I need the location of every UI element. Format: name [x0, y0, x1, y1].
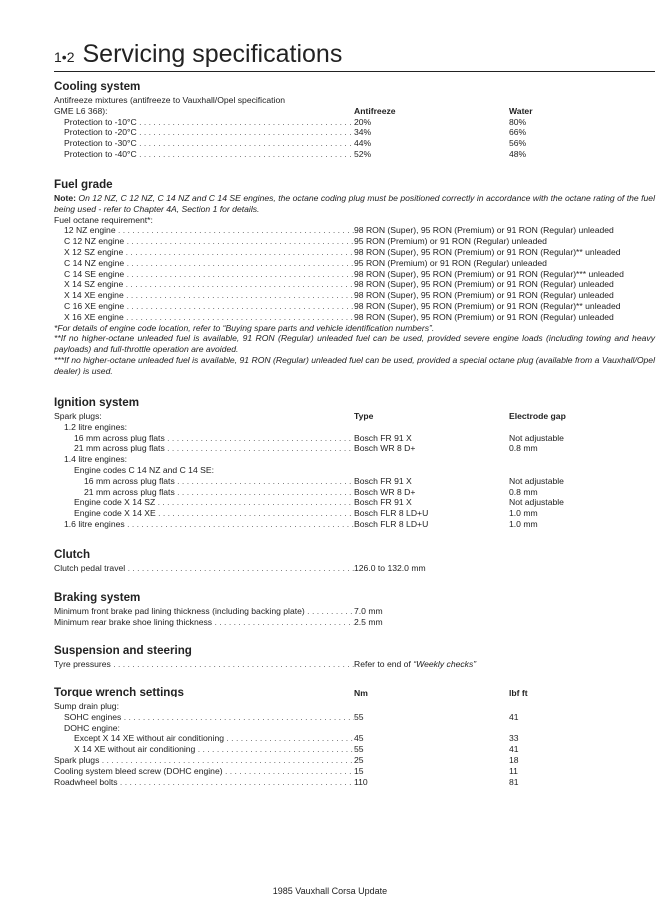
type-value: Bosch FR 91 X [354, 497, 412, 508]
section-title: Braking system [54, 591, 141, 604]
row-label: Protection to -10°C . . . [54, 117, 354, 128]
row-label: 1.6 litre engines . . . [54, 519, 354, 530]
fuel-requirement: Fuel octane requirement*: [54, 214, 153, 225]
nm-value: 45 [354, 733, 364, 744]
row-value: 126.0 to 132.0 mm [354, 563, 426, 573]
footnote: ***If no higher-octane unleaded fuel is available, 91 RON (Regular) unleaded fuel can be used, provided a special octane plug (available from a Vauxhall/Opel dealer) is used. [54, 354, 655, 376]
antifreeze-value: 34% [354, 127, 372, 138]
column-header-type: Type [354, 411, 374, 421]
row-label: 12 NZ engine . . . [54, 225, 354, 236]
table-row [54, 236, 655, 247]
fuel-section [54, 178, 655, 377]
section-title: Cooling system [54, 80, 141, 93]
lbf-value: 33 [509, 733, 519, 744]
table-row [54, 755, 655, 766]
value-reference: “Weekly checks” [413, 659, 477, 669]
group-label: 1.2 litre engines: [64, 421, 128, 432]
row-label: Engine code X 14 XE . . . [54, 508, 354, 519]
row-label: X 14 XE engine . . . [54, 290, 354, 301]
row-label: Protection to -30°C . . . [54, 138, 354, 149]
clutch-section [54, 548, 655, 574]
row-label: Minimum front brake pad lining thickness (including backing plate) . . . [54, 606, 354, 617]
gap-value: Not adjustable [509, 475, 564, 486]
page-footer: 1985 Vauxhall Corsa Update [272, 886, 388, 896]
lbf-value: 11 [509, 765, 518, 776]
group-label: Sump drain plug: [54, 701, 119, 711]
row-label: Protection to -40°C . . . [54, 149, 354, 160]
group-label: DOHC engine: [64, 722, 120, 733]
water-value: 66% [509, 127, 527, 138]
type-value: Bosch FR 91 X [354, 475, 412, 486]
section-title: Fuel grade [54, 178, 113, 191]
water-value: 48% [509, 148, 527, 159]
table-row [54, 744, 655, 755]
table-row [54, 225, 655, 236]
row-value: 95 RON (Premium) or 91 RON (Regular) unleaded [354, 257, 547, 268]
gap-value: 0.8 mm [509, 486, 538, 497]
column-header-water: Water [509, 105, 533, 116]
row-value [354, 659, 655, 670]
lbf-value: 41 [509, 711, 519, 722]
row-value: 7.0 mm [354, 606, 383, 616]
table-row [54, 149, 655, 160]
row-label: 16 mm across plug flats . . . [54, 433, 354, 444]
row-label: X 16 XE engine . . . [54, 312, 354, 323]
water-value: 56% [509, 138, 527, 149]
header-rule [54, 71, 655, 72]
table-row [54, 476, 655, 487]
table-row [54, 443, 655, 454]
row-label: Clutch pedal travel . . . [54, 563, 354, 574]
row-label: 16 mm across plug flats . . . [54, 476, 354, 487]
gap-value: Not adjustable [509, 432, 564, 443]
nm-value: 55 [354, 711, 364, 722]
antifreeze-value: 44% [354, 138, 372, 149]
table-row [54, 247, 655, 258]
gap-value: 1.0 mm [509, 518, 538, 529]
column-header-antifreeze: Antifreeze [354, 105, 396, 116]
section-title: Torque wrench settings [54, 686, 184, 697]
row-value: 98 RON (Super), 95 RON (Premium) or 91 RON (Regular) unleaded [354, 290, 614, 301]
nm-value: 15 [354, 765, 364, 776]
row-value: 95 RON (Premium) or 91 RON (Regular) unleaded [354, 236, 547, 247]
antifreeze-value: 52% [354, 148, 372, 159]
table-row [54, 733, 655, 744]
row-label: Except X 14 XE without air conditioning . . . [54, 733, 354, 744]
type-value: Bosch FR 91 X [354, 432, 412, 443]
row-label: Spark plugs . . . [54, 755, 354, 766]
page-number: 1•2 [54, 49, 75, 65]
row-label: Protection to -20°C . . . [54, 127, 354, 138]
row-label: C 14 SE engine . . . [54, 269, 354, 280]
row-value: 98 RON (Super), 95 RON (Premium) or 91 RON (Regular) unleaded [354, 225, 614, 236]
section-title: Suspension and steering [54, 644, 192, 657]
torque-section [54, 686, 655, 787]
row-label: C 16 XE engine . . . [54, 301, 354, 312]
column-header-gap: Electrode gap [509, 411, 566, 421]
gap-value: 1.0 mm [509, 508, 538, 519]
column-header-nm: Nm [354, 688, 368, 698]
row-label: X 14 XE without air conditioning . . . [54, 744, 354, 755]
suspension-section [54, 644, 655, 670]
row-label: Tyre pressures . . . [54, 659, 354, 670]
cooling-intro-cont: GME L6 368): [54, 105, 108, 116]
braking-section [54, 591, 655, 628]
row-value: 2.5 mm [354, 616, 383, 627]
lbf-value: 81 [509, 776, 519, 787]
row-value: 98 RON (Super), 95 RON (Premium) or 91 RON (Regular) unleaded [354, 279, 614, 290]
table-row [54, 519, 655, 530]
table-row [54, 279, 655, 290]
column-header-lbf: lbf ft [509, 688, 528, 698]
table-row [54, 138, 655, 149]
row-label: SOHC engines . . . [54, 712, 354, 723]
table-row [54, 117, 655, 128]
table-row [54, 433, 655, 444]
antifreeze-value: 20% [354, 116, 372, 127]
water-value: 80% [509, 116, 527, 127]
row-value: 98 RON (Super), 95 RON (Premium) or 91 RON (Regular) unleaded [354, 311, 614, 322]
page-title: Servicing specifications [82, 40, 343, 68]
footnote: **If no higher-octane unleaded fuel is available, 91 RON (Regular) unleaded fuel can be used, provided severe engine loads (including towing and heavy payloads) and full-throttle operation are avoided. [54, 333, 655, 355]
row-label: C 14 NZ engine . . . [54, 258, 354, 269]
row-label: Engine code X 14 SZ . . . [54, 497, 354, 508]
cooling-intro: Antifreeze mixtures (antifreeze to Vauxhall/Opel specification [54, 95, 286, 105]
nm-value: 110 [354, 776, 368, 787]
type-value: Bosch WR 8 D+ [354, 486, 416, 497]
table-row [54, 766, 655, 777]
row-value: 98 RON (Super), 95 RON (Premium) or 91 RON (Regular)*** unleaded [354, 268, 624, 279]
table-row [54, 777, 655, 788]
table-row [54, 290, 655, 301]
table-row [54, 497, 655, 508]
table-row [54, 712, 655, 723]
note-label: Note: [54, 193, 76, 203]
row-value: 98 RON (Super), 95 RON (Premium) or 91 RON (Regular)** unleaded [354, 300, 621, 311]
lbf-value: 41 [509, 744, 519, 755]
section-title: Ignition system [54, 396, 140, 409]
table-row [54, 301, 655, 312]
fuel-note [54, 193, 655, 215]
type-value: Bosch FLR 8 LD+U [354, 518, 429, 529]
cooling-section [54, 80, 655, 160]
value-prefix: Refer to end of [354, 659, 414, 669]
table-row [54, 269, 655, 280]
row-label: X 12 SZ engine . . . [54, 247, 354, 258]
row-label: Minimum rear brake shoe lining thickness . . . [54, 617, 354, 628]
note-text: On 12 NZ, C 12 NZ, C 14 NZ and C 14 SE engines, the octane coding plug must be positioned correctly in accordance with the octane rating of the fuel being used - refer to Chapter 4A, Section 1 for details. [54, 193, 655, 214]
table-row [54, 617, 655, 628]
table-row [54, 606, 655, 617]
table-row [54, 312, 655, 323]
nm-value: 55 [354, 744, 364, 755]
nm-value: 25 [354, 754, 364, 765]
ignition-section [54, 396, 655, 530]
row-label: X 14 SZ engine . . . [54, 279, 354, 290]
gap-value: 0.8 mm [509, 443, 538, 454]
section-title: Clutch [54, 548, 91, 561]
gap-value: Not adjustable [509, 497, 564, 508]
footnote: *For details of engine code location, refer to “Buying spare parts and vehicle identification numbers”. [54, 322, 435, 333]
group-label: 1.4 litre engines: [64, 454, 128, 465]
row-label: 21 mm across plug flats . . . [54, 487, 354, 498]
spark-plugs-label: Spark plugs: [54, 411, 102, 421]
table-row [54, 127, 655, 138]
row-label: 21 mm across plug flats . . . [54, 443, 354, 454]
table-row [54, 258, 655, 269]
table-row [54, 659, 655, 670]
row-label: C 12 NZ engine . . . [54, 236, 354, 247]
table-row [54, 508, 655, 519]
table-row [54, 487, 655, 498]
group-label: Engine codes C 14 NZ and C 14 SE: [74, 464, 214, 475]
table-row [54, 563, 655, 574]
page-header [54, 40, 654, 69]
row-label: Cooling system bleed screw (DOHC engine) . . . [54, 766, 354, 777]
row-label: Roadwheel bolts . . . [54, 777, 354, 788]
type-value: Bosch WR 8 D+ [354, 443, 416, 454]
type-value: Bosch FLR 8 LD+U [354, 508, 429, 519]
row-value: 98 RON (Super), 95 RON (Premium) or 91 RON (Regular)** unleaded [354, 246, 621, 257]
lbf-value: 18 [509, 754, 519, 765]
